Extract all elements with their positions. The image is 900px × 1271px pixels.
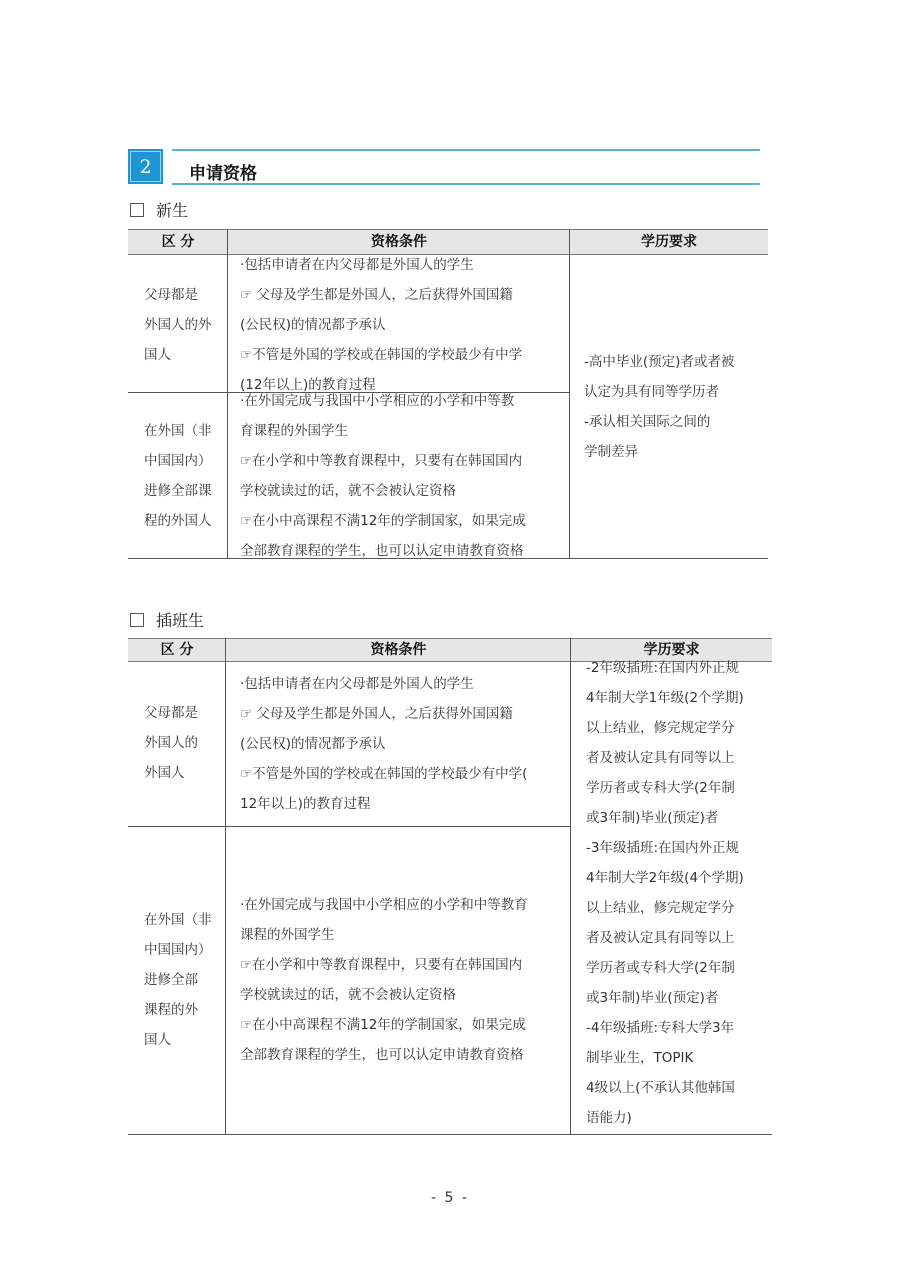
row1-category: 父母都是 外国人的外 国人: [144, 287, 212, 363]
transfer-students-heading: [130, 608, 204, 631]
header-conditions: 资格条件: [370, 642, 427, 658]
column-divider: [569, 229, 570, 559]
new-students-heading: [130, 198, 188, 221]
education-requirements: -高中毕业(预定)者或者被 认定为具有同等学历者 -承认相关国际之间的 学制差异: [584, 354, 735, 460]
checkbox-icon: [130, 613, 144, 627]
section-number-badge: [128, 149, 163, 184]
header-education: 学历要求: [643, 642, 700, 658]
column-divider: [570, 638, 571, 1135]
row1-conditions: ·包括申请者在内父母都是外国人的学生 ☞ 父母及学生都是外国人，之后获得外国国籍 (公民权)的情况都予承认 ☞不管是外国的学校或在韩国的学校最少有中学 (12年以上)的教育过程: [240, 257, 523, 393]
row1-category: 父母都是 外国人的 外国人: [144, 705, 198, 781]
education-requirements: -2年级插班:在国内外正规 4年制大学1年级(2个学期) 以上结业，修完规定学分 者及被认定具有同等以上 学历者或专科大学(2年制 或3年制)毕业(预定)者 -3年级插班:在国内外正规 4年制大学2年级(4个学期) 以上结业，修完规定学分 者及被认定具有同等以上 学历者或专科大学(2年制 或3年制)毕业(预定)者 -4年级插班:专科大学3年 制毕业生，TOPIK 4级以上(不承认其他韩国 语能力): [586, 660, 744, 1126]
new-students-heading-label: 新生: [156, 201, 189, 220]
row2-conditions: ·在外国完成与我国中小学相应的小学和中等教 育课程的外国学生 ☞在小学和中等教育课程中，只要有在韩国国内 学校就读过的话，就不会被认定资格 ☞在小中高课程不满12年的学制国家，如果完成 全部教育课程的学生，也可以认定申请教育资格: [240, 393, 526, 559]
transfer-students-heading-label: 插班生: [156, 611, 205, 630]
header-conditions: 资格条件: [371, 234, 427, 250]
new-students-table: [128, 229, 768, 559]
row2-category: 在外国（非 中国国内） 进修全部课 程的外国人: [144, 423, 212, 529]
transfer-students-table: [128, 638, 772, 1135]
section-bottom-rule: [172, 183, 760, 185]
column-divider: [227, 229, 228, 559]
section-title: 申请资格: [189, 164, 257, 184]
row1-conditions: ·包括申请者在内父母都是外国人的学生 ☞ 父母及学生都是外国人，之后获得外国国籍 (公民权)的情况都予承认 ☞不管是外国的学校或在韩国的学校最少有中学( 12年以上)的教育过程: [240, 676, 528, 812]
section-top-rule: [172, 149, 760, 151]
checkbox-icon: [130, 203, 144, 217]
row2-conditions: ·在外国完成与我国中小学相应的小学和中等教育 课程的外国学生 ☞在小学和中等教育课程中，只要有在韩国国内 学校就读过的话，就不会被认定资格 ☞在小中高课程不满12年的学制国家，如果完成 全部教育课程的学生，也可以认定申请教育资格: [240, 897, 528, 1063]
header-education: 学历要求: [641, 234, 697, 250]
section-number: 2: [139, 155, 152, 178]
row-divider: [128, 826, 570, 827]
row2-category: 在外国（非 中国国内） 进修全部 课程的外 国人: [144, 912, 212, 1048]
table-bottom-rule: [128, 1134, 772, 1135]
header-category: 区 分: [160, 642, 194, 658]
header-category: 区 分: [161, 234, 195, 250]
page-number: - 5 -: [431, 1190, 469, 1206]
column-divider: [225, 638, 226, 1135]
